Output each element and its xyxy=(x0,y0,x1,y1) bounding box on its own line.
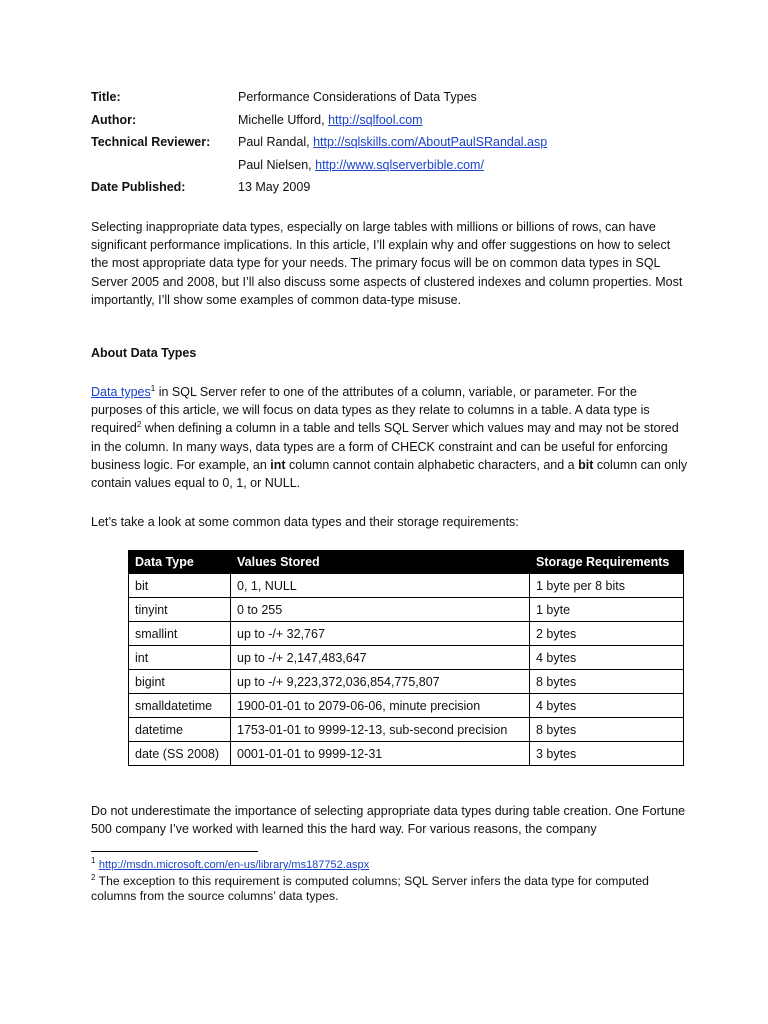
cell-storage: 2 bytes xyxy=(530,622,684,646)
footnote-1 xyxy=(91,857,689,873)
cell-data-type: date (SS 2008) xyxy=(129,742,231,766)
date-label: Date Published: xyxy=(91,180,186,194)
author-link[interactable]: http://sqlfool.com xyxy=(328,112,423,127)
cell-storage: 8 bytes xyxy=(530,670,684,694)
table-row xyxy=(129,742,684,766)
table-row xyxy=(129,670,684,694)
reviewer2-value xyxy=(238,157,681,180)
table-intro: Let’s take a look at some common data types and their storage requirements: xyxy=(91,515,519,529)
cell-storage: 4 bytes xyxy=(530,646,684,670)
reviewer2-spacer xyxy=(91,157,238,180)
cell-data-type: bit xyxy=(129,574,231,598)
author-name: Michelle Ufford, xyxy=(238,112,329,127)
cell-data-type: smallint xyxy=(129,622,231,646)
header-storage: Storage Requirements xyxy=(530,551,684,574)
footnote-2-number: 2 xyxy=(91,873,96,882)
reviewer2-link[interactable]: http://www.sqlserverbible.com/ xyxy=(315,157,484,172)
cell-data-type: bigint xyxy=(129,670,231,694)
footnote-1-link[interactable]: http://msdn.microsoft.com/en-us/library/ms187752.aspx xyxy=(98,859,370,871)
table-row xyxy=(129,694,684,718)
intro-paragraph: Selecting inappropriate data types, especially on large tables with millions or billions of rows, can have significant performance implications. In this article, I’ll explain why and offer suggestions on how to select the most appropriate data type for your needs. The primary focus will be on common data types in SQL Server 2005 and 2008, but I’ll also discuss some aspects of clustered indexes and column properties. Most importantly, I’ll show some examples of common data-type misuse. xyxy=(91,220,683,307)
cell-values: up to -/+ 9,223,372,036,854,775,807 xyxy=(231,670,530,694)
cell-values: 0, 1, NULL xyxy=(231,574,530,598)
about-text-4: column can only contain values equal to 0, 1, or NULL. xyxy=(91,457,688,491)
cell-data-type: datetime xyxy=(129,718,231,742)
cell-values: 1900-01-01 to 2079-06-06, minute precision xyxy=(231,694,530,718)
bold-bit: bit xyxy=(578,457,594,472)
reviewer1-name: Paul Randal, xyxy=(238,135,314,149)
table-row xyxy=(129,574,684,598)
header-values-stored: Values Stored xyxy=(231,551,530,574)
reviewer1-value xyxy=(238,134,681,157)
title-label: Title: xyxy=(91,90,121,104)
reviewer1-link[interactable]: http://sqlskills.com/AboutPaulSRandal.asp xyxy=(313,135,548,149)
cell-storage: 1 byte per 8 bits xyxy=(530,574,684,598)
footnote-2 xyxy=(91,874,689,904)
meta-reviewer-row xyxy=(91,134,681,157)
meta-title-row xyxy=(91,89,681,112)
reviewer2-name: Paul Nielsen, xyxy=(238,157,316,172)
meta-reviewer2-row xyxy=(91,157,681,180)
about-text-1: in SQL Server refer to one of the attributes of a column, variable, or parameter. For the purposes of this article, we will focus on data types as they relate to columns in a table. A data type is required xyxy=(91,385,650,436)
header-data-type: Data Type xyxy=(129,551,231,574)
table-row xyxy=(129,622,684,646)
title-value: Performance Considerations of Data Types xyxy=(238,90,477,104)
cell-data-type: tinyint xyxy=(129,598,231,622)
date-value: 13 May 2009 xyxy=(238,180,311,194)
data-types-link[interactable]: Data types xyxy=(91,385,151,399)
cell-data-type: int xyxy=(129,646,231,670)
about-text-2: when defining a column in a table and tells SQL Server which values may and may not be stored in the column. In many ways, data types are a form of CHECK constraint and can be useful for enforcing business logic. For example, an xyxy=(91,421,679,472)
reviewer-label: Technical Reviewer: xyxy=(91,135,211,149)
closing-paragraph: Do not underestimate the importance of selecting appropriate data types during table creation. One Fortune 500 company I’ve worked with learned this the hard way. For various reasons, the company xyxy=(91,804,686,837)
table-row xyxy=(129,646,684,670)
footnote-1-number: 1 xyxy=(91,856,96,865)
bold-int: int xyxy=(270,457,286,472)
section-heading: About Data Types xyxy=(91,346,197,360)
cell-storage: 1 byte xyxy=(530,598,684,622)
table-row xyxy=(129,718,684,742)
cell-data-type: smalldatetime xyxy=(129,694,231,718)
meta-date-row xyxy=(91,179,681,202)
author-label: Author: xyxy=(91,112,137,127)
cell-values: 1753-01-01 to 9999-12-13, sub-second precision xyxy=(231,718,530,742)
table-row xyxy=(129,598,684,622)
cell-values: up to -/+ 2,147,483,647 xyxy=(231,646,530,670)
article-metadata xyxy=(91,89,681,202)
data-types-table xyxy=(128,550,684,766)
cell-values: up to -/+ 32,767 xyxy=(231,622,530,646)
cell-values: 0001-01-01 to 9999-12-31 xyxy=(231,742,530,766)
cell-values: 0 to 255 xyxy=(231,598,530,622)
footnote-ref-1: 1 xyxy=(150,384,156,393)
table-header-row xyxy=(129,551,684,574)
author-value xyxy=(238,112,681,135)
cell-storage: 3 bytes xyxy=(530,742,684,766)
meta-author-row xyxy=(91,112,681,135)
about-paragraph xyxy=(91,383,689,492)
cell-storage: 8 bytes xyxy=(530,718,684,742)
about-text-3: column cannot contain alphabetic characters, and a xyxy=(285,457,579,472)
footnote-2-text: The exception to this requirement is computed columns; SQL Server infers the data type for computed columns from the source columns’ data types. xyxy=(91,874,649,903)
cell-storage: 4 bytes xyxy=(530,694,684,718)
footnote-divider xyxy=(91,851,258,852)
footnote-ref-2: 2 xyxy=(136,420,142,430)
